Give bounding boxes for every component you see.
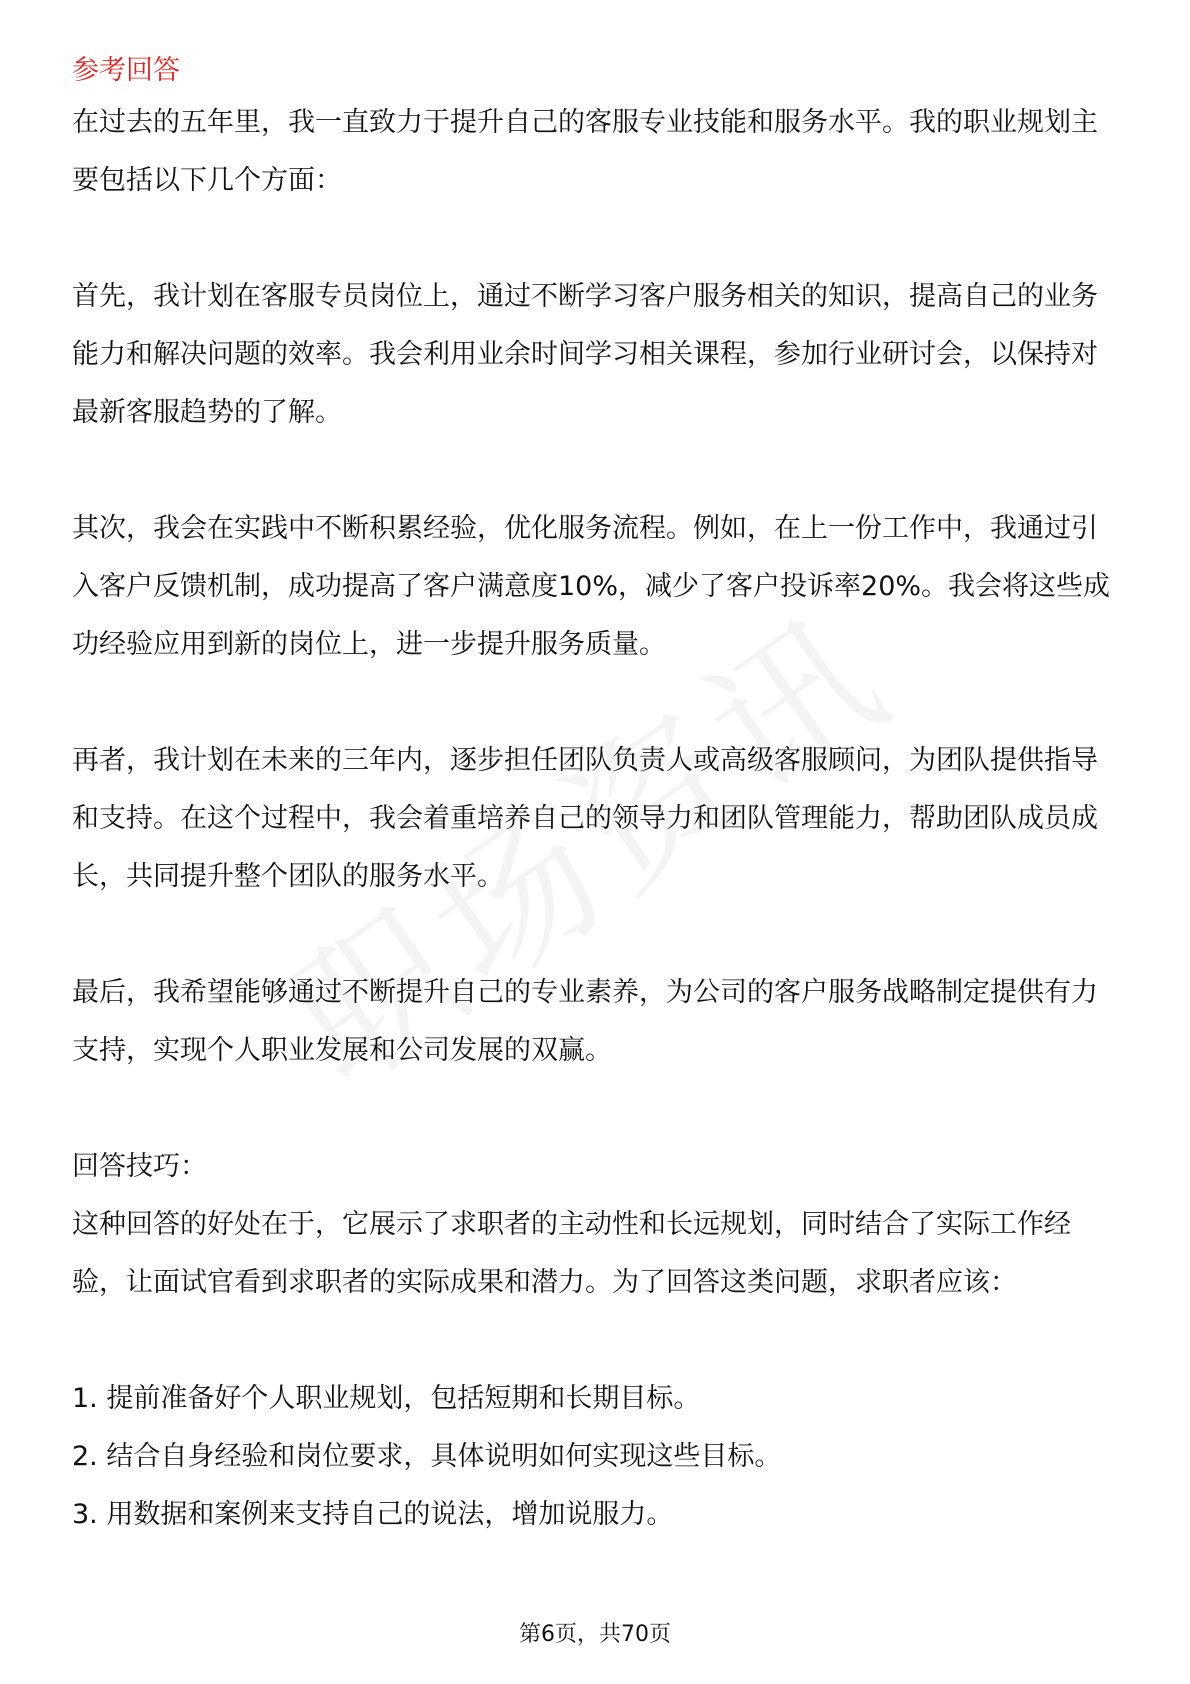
section-heading: 参考回答 [72, 55, 180, 86]
paragraph-spacer [72, 1312, 1118, 1370]
tips-summary: 这种回答的好处在于，它展示了求职者的主动性和长远规划，同时结合了实际工作经验，让面试官看到求职者的实际成果和潜力。为了回答这类问题，求职者应该： [72, 1209, 1071, 1298]
paragraph-intro: 在过去的五年里，我一直致力于提升自己的客服专业技能和服务水平。我的职业规划主要包括以下几个方面： [72, 107, 1098, 196]
tips-label: 回答技巧： [72, 1151, 207, 1182]
paragraph-spacer [72, 1080, 1118, 1138]
tips-list-item: 2. 结合自身经验和岗位要求，具体说明如何实现这些目标。 [72, 1441, 782, 1472]
paragraph-spacer [72, 210, 1118, 268]
paragraph-first: 首先，我计划在客服专员岗位上，通过不断学习客户服务相关的知识，提高自己的业务能力和解决问题的效率。我会利用业余时间学习相关课程，参加行业研讨会，以保持对最新客服趋势的了解。 [72, 281, 1098, 428]
document-body [72, 48, 1118, 1544]
paragraph-third: 再者，我计划在未来的三年内，逐步担任团队负责人或高级客服顾问，为团队提供指导和支持。在这个过程中，我会着重培养自己的领导力和团队管理能力，帮助团队成员成长，共同提升整个团队的服务水平。 [72, 745, 1098, 892]
page-number: 第6页，共70页 [519, 1622, 671, 1647]
paragraph-second: 其次，我会在实践中不断积累经验，优化服务流程。例如，在上一份工作中，我通过引入客户反馈机制，成功提高了客户满意度10%，减少了客户投诉率20%。我会将这些成功经验应用到新的岗位上，进一步提升服务质量。 [72, 513, 1111, 660]
tips-list-item: 3. 用数据和案例来支持自己的说法，增加说服力。 [72, 1499, 674, 1530]
tips-list-item: 1. 提前准备好个人职业规划，包括短期和长期目标。 [72, 1383, 701, 1414]
paragraph-spacer [72, 674, 1118, 732]
paragraph-spacer [72, 906, 1118, 964]
paragraph-spacer [72, 442, 1118, 500]
paragraph-last: 最后，我希望能够通过不断提升自己的专业素养，为公司的客户服务战略制定提供有力支持，实现个人职业发展和公司发展的双赢。 [72, 977, 1098, 1066]
